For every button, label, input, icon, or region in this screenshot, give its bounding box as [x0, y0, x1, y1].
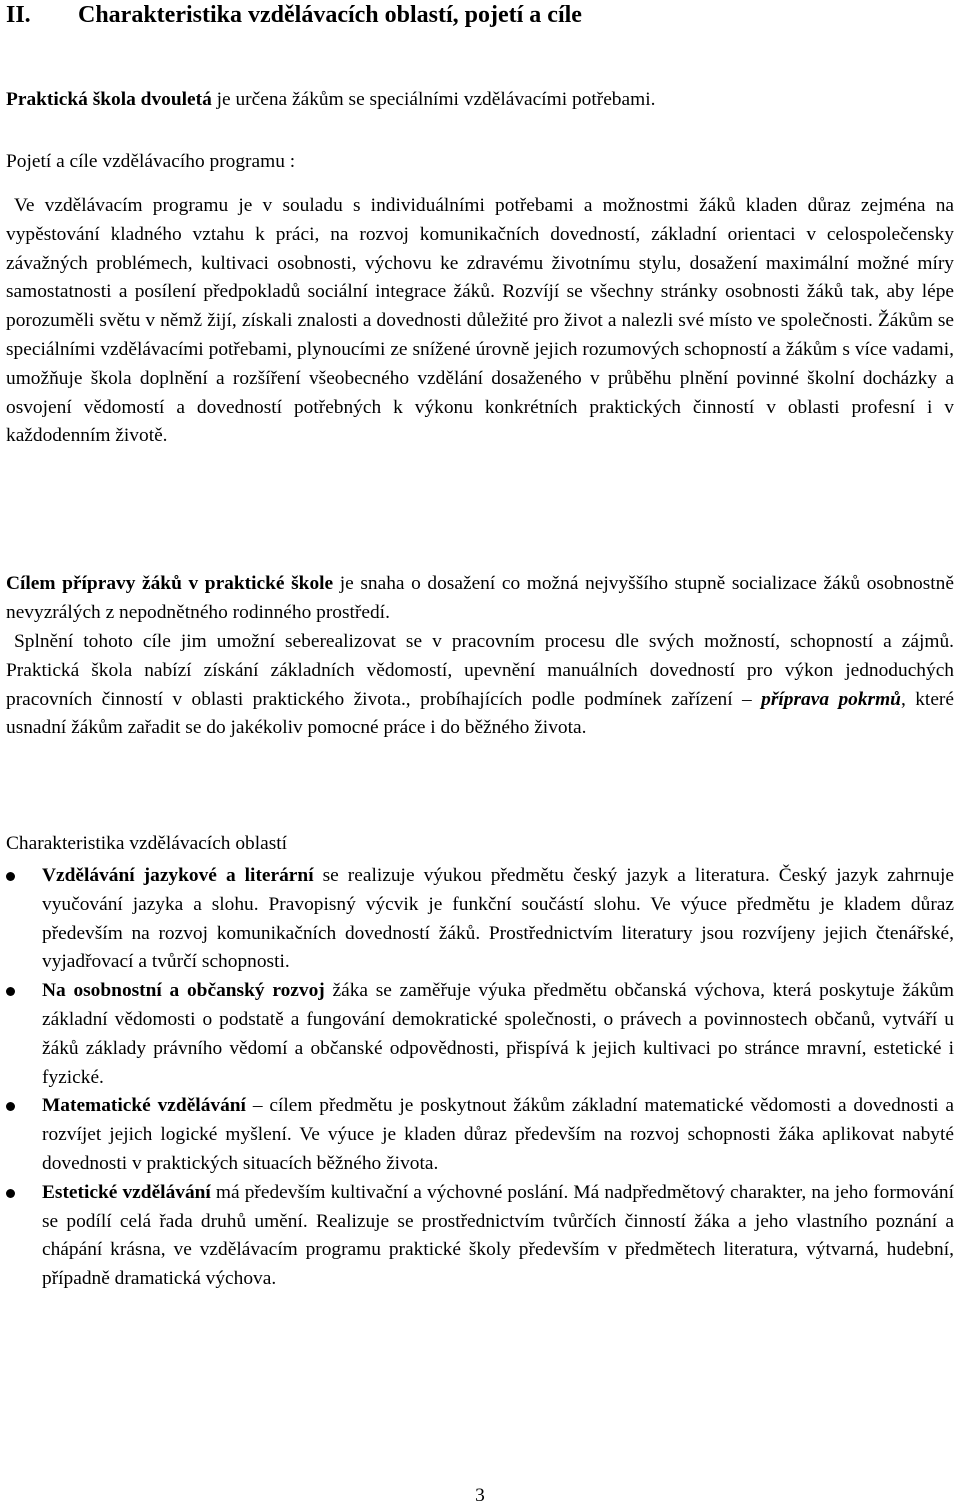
section-heading — [6, 0, 582, 30]
areas-list — [6, 862, 954, 1294]
goal-text: je snaha o dosažení co možná nejvyššího stupně socializace žáků osobnostně nevyzrálých z nepodnětného rodinného prostředí. — [6, 573, 954, 623]
goal-bold: Cílem přípravy žáků v praktické škole — [6, 573, 334, 594]
concept-text-a: Ve vzdělávacím programu je v souladu s individuálními potřebami a možnostmi žáků kladen důraz zejména na vypěstování kladného vztahu k práci, na rozvoj komunikačních dovedností, základní orientaci v celospolečensky závažných problémech, kultivaci osobnosti, výchovu ke zdravému životnímu stylu, dosažení maximální možné míry samostatnosti a posílení předpokladů sociální integrace žáků. — [6, 195, 954, 303]
area-title: Vzdělávání jazykové a literární — [42, 865, 314, 886]
area-text: se realizuje výukou předmětu český jazyk a literatura. Český jazyk zahrnuje vyučování jazyka a slohu. Pravopisný výcvik je funkční součástí slohu. Ve výuce předmětu je kladem důraz především na rozvoj komunikačních dovedností žáků. Prostřednictvím literatury jsou rozvíjeny jejich čtenářské, vyjadřovací a tvůrčí schopnosti. — [42, 865, 955, 973]
fulfillment-text-b: , které usnadní žákům zařadit se do jakékoliv pomocné práce i do běžného života. — [6, 688, 954, 739]
list-item — [6, 977, 954, 1092]
list-item — [6, 1179, 954, 1294]
bullet-icon — [6, 1189, 15, 1198]
fulfillment-emphasis: příprava pokrmů — [761, 688, 901, 710]
concept-text-b: Rozvíjí se všechny stránky osobnosti žáků tak, aby lépe porozuměli světu v němž žijí, získali znalosti a dovednosti důležité pro život a nalezli své místo ve společnosti. Žákům se speciálními vzdělávacími potřebami, plynoucími ze snížené úrovně jejich rozumových schopností a žákům s více vadami, umožňuje škola doplnění a rozšíření všeobecného vzdělání dosaženého v průběhu plnění povinné školní docházky a osvojení vědomostí a dovedností potřebných k výkonu konkrétních praktických činností v oblasti profesní i v každodenním životě. — [6, 281, 954, 447]
concept-title: Pojetí a cíle vzdělávacího programu : — [6, 151, 296, 172]
intro-bold: Praktická škola dvouletá — [6, 89, 212, 110]
area-title: Estetické vzdělávání — [42, 1181, 211, 1203]
fulfillment-text-a: Splnění tohoto cíle jim umožní seberealizovat se v pracovním procesu dle svých možností, schopností a zájmů. Praktická škola nabízí získání základních vědomostí, upevnění manuálních dovedností pro výkon jednoduchých pracovních činností v oblasti praktického života., probíhajících podle podmínek zařízení – — [6, 631, 954, 710]
section-number: II. — [6, 2, 31, 28]
page-number: 3 — [475, 1485, 485, 1506]
bullet-icon — [6, 987, 15, 996]
section-title: Charakteristika vzdělávacích oblastí, pojetí a cíle — [78, 2, 582, 28]
bullet-icon — [6, 1102, 15, 1111]
list-item — [6, 1092, 954, 1178]
bullet-icon — [6, 872, 15, 881]
concept-paragraph — [6, 192, 954, 451]
area-text: – cílem předmětu je poskytnout žákům základní matematické vědomosti a dovednosti a rozvíjet jejich logické myšlení. Ve výuce je kladen důraz především na rozvoj schopnosti žáka aplikovat nabyté dovednosti v praktických situacích běžného života. — [42, 1095, 954, 1174]
area-text: má především kultivační a výchovné poslání. Má nadpředmětový charakter, na jeho formování se podílí celá řada druhů umění. Realizuje se prostřednictvím tvůrčích činností žáka a jeho vlastního poznání a chápání krásna, ve vzdělávacím programu praktické školy především v předmětech literatura, výtvarná, hudební, případně dramatická výchova. — [42, 1181, 954, 1290]
areas-title: Charakteristika vzdělávacích oblastí — [6, 833, 288, 854]
fulfillment-paragraph — [6, 628, 954, 743]
list-item — [6, 862, 954, 977]
area-title: Na osobnostní a občanský rozvoj — [42, 980, 325, 1002]
intro-paragraph — [6, 86, 954, 115]
goal-paragraph — [6, 570, 954, 628]
area-title: Matematické vzdělávání — [42, 1095, 246, 1117]
area-text: žáka se zaměřuje výuka předmětu občanská výchova, která poskytuje žákům základní vědomosti o podstatě a fungování demokratické společnosti, o právech a povinnostech občanů, vytváří u žáků základy právního vědomí a občanské odpovědnosti, přispívá k jejich kultivaci po stránce mravní, estetické i fyzické. — [42, 980, 954, 1088]
intro-text: je určena žákům se speciálními vzdělávacími potřebami. — [211, 89, 656, 110]
